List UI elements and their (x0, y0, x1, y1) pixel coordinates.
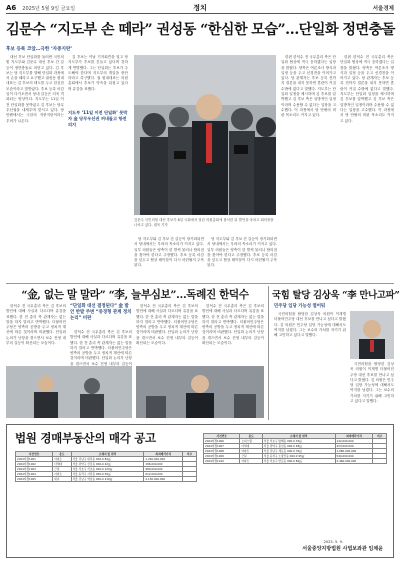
notice-table-right (203, 433, 387, 464)
article-text: 한편 한덕수 전 국무총리 측은 단일화 협상에 적극 응하겠다는 입장을 밝혔다. 양측은 여론조사 방식과 일정 등을 두고 신경전을 이어가고 있다. 당 관계자는 후보 등록 전까지 결론을 내지 못하면 혼란이 커질 수밖에 없다고 말했다. 지도부는 단일화 일정을 제시하며 김 후보를 압박했고 김 후보 측은 일방적인 일정이라며 수용할 수 없다는 입장을 고수했다. 이 과정에서 당 안팎의 비판 목소리도 커지고 있다. (340, 55, 394, 123)
table-cell: 다세대 (240, 444, 262, 449)
table-cell: 2024타경1004 (16, 472, 53, 477)
table-cell: 2024타경1010 (204, 459, 240, 464)
table-cell: 오피스텔 (240, 439, 262, 444)
article-column-4 (340, 55, 394, 281)
person-photo-illustration (136, 366, 264, 418)
page-header (6, 3, 394, 14)
table-row (204, 459, 387, 464)
notice-title: 법원 경매부동산의 매각 공고 (15, 431, 156, 445)
notice-column-header: 용도 (53, 452, 71, 457)
notice-column-header: 최저매각가격 (144, 452, 183, 457)
table-cell: 서울 동작구 사당동 000-0 59㎡ (71, 472, 144, 477)
article-text: 김 후보는 이날 기자회견을 열고 당 지도부가 후보를 흔들고 있다며 강하게 반발했다. 그는 단일화는 후보가 주도해야 한다며 지도부의 개입을 중단하라고 촉구했다. 권 원내대표는 의원총회에서 후보가 약속을 뒤집고 있다며 유감을 표했다. (68, 55, 128, 91)
article-text: 당 지도부와 김 후보 간 갈등이 장기화되면서 당내에서는 우려의 목소리가 커지고 있다. 일부 의원들은 양측이 한 발씩 물러나 합의점을 찾아야 한다고 주장했다. 후보 등록 마감을 앞두고 협상 테이블이 다시 마련될지 주목된다. (207, 237, 277, 268)
article-text: 한덕수 전 국무총리 측은 김 후보의 발언에 대해 사실과 다르다며 유감을 표했다. 한 전 총리 측 관계자는 없는 말을 하지 말라고 반박했다. 더불어민주당은 양측의 공방을 두고 정치적 계산에 따른 것이라며 비판했다. 단일화 논의가 난항을 겪으면서 보수 진영 내부의 갈등이 확산되는 모습이다. (6, 304, 66, 346)
story3-column-1 (274, 312, 346, 418)
table-cell: 서울 강남구 역삼동 000-0 210㎡ (71, 477, 144, 482)
table-cell: 근린 (240, 454, 262, 459)
story2-photo-2 (136, 366, 264, 418)
story3-kicker: 민주당 입당 가능성 열어둬 (274, 304, 326, 309)
article-photo (134, 55, 276, 215)
story3-portrait (350, 311, 394, 359)
story2-photo-1 (6, 366, 132, 418)
table-cell: 1,080,000,000 (335, 449, 373, 454)
table-cell: 2024타경1002 (16, 462, 53, 467)
table-cell (373, 459, 387, 464)
table-cell: 186,000,000 (144, 462, 183, 467)
notice-column-header: 최저매각가격 (335, 434, 373, 439)
portrait-illustration (350, 311, 394, 359)
story3-headline: 국힘 탈당 김상욱 “李 만나고파” (272, 290, 400, 301)
article-text: 한덕수 전 국무총리 측은 김 후보의 발언에 대해 사실과 다르다며 유감을 표했다. 한 전 총리 측 관계자는 없는 말을 하지 말라고 반박했다. 더불어민주당은 양측의 공방을 두고 정치적 계산에 따른 것이라며 비판했다. 단일화 논의가 난항을 겪으면서 보수 진영 내부의 갈등이 (70, 330, 132, 366)
table-cell: 근린 (53, 467, 71, 472)
notice-column-header: 사건번호 (16, 452, 53, 457)
table-cell: 2024타경1005 (16, 477, 53, 482)
story2-column-3 (136, 304, 198, 364)
notice-column-header: 소재지 및 면적 (71, 452, 144, 457)
person-photo-illustration (6, 366, 132, 418)
article-column-3 (281, 55, 336, 281)
notice-column-header: 비고 (373, 434, 387, 439)
story2-column-1 (6, 304, 66, 364)
notice-column-header: 사건번호 (204, 434, 240, 439)
article-column-5 (134, 237, 204, 281)
story2-column-2 (70, 330, 132, 364)
table-cell: 2024타경1009 (204, 454, 240, 459)
table-cell: 2024타경1001 (16, 457, 53, 462)
table-cell: 서울 동작구 노량진동 000-0 95㎡ (262, 454, 335, 459)
notice-table-left (15, 451, 197, 482)
table-cell: 대지 (53, 477, 71, 482)
issue-date: 2025년 5월 9일 금요일 (22, 5, 76, 12)
article-text: 국민의힘을 탈당한 김상욱 의원이 이재명 더불어민주당 대선 후보를 만나고 싶다고 밝혔다. 김 의원은 민주당 입당 가능성에 대해서도 여지를 남겼다. 그는 보수의 가치를 지키기 위해 고민하고 있다고 말했다. (274, 312, 346, 338)
photo-caption: 김문수 국민의힘 대선 후보가 8일 국회에서 열린 의원총회에 참석한 뒤 발언을 마치고 회의장을 나서고 있다. 권욱 기자 (134, 218, 274, 227)
table-cell: 서울 서초구 반포동 000-0 84㎡ (262, 459, 335, 464)
table-cell (183, 477, 197, 482)
notice-date: 2025. 5. 9. (323, 540, 343, 544)
page-number: A6 (6, 4, 17, 12)
notice-issuer: 서울중앙지방법원 사법보좌관 임채윤 (302, 546, 383, 552)
table-cell: 서울 강남구 개포동 000-0 76㎡ (262, 449, 335, 454)
table-cell: 1,240,000,000 (144, 457, 183, 462)
story3-column-2 (350, 362, 394, 418)
article-column-1 (6, 55, 64, 281)
notice-column-header: 용도 (240, 434, 262, 439)
article-text: 한덕수 전 국무총리 측은 김 후보의 발언에 대해 사실과 다르다며 유감을 표했다. 한 전 총리 측 관계자는 없는 말을 하지 말라고 반박했다. 더불어민주당은 양측의 공방을 두고 정치적 계산에 따른 것이라며 비판했다. 단일화 논의가 난항을 겪으면서 보수 진영 내부의 갈등이 확산되는 모습이다. (202, 304, 264, 346)
table-cell: 아파트 (53, 472, 71, 477)
article-text: 국민의힘을 탈당한 김상욱 의원이 이재명 더불어민주당 대선 후보를 만나고 싶다고 밝혔다. 김 의원은 민주당 입당 가능성에 대해서도 여지를 남겼다. 그는 보수의 가치를 지키기 위해 고민하고 있다고 말했다. (350, 362, 394, 404)
article-text: 대선 후보 단일화를 둘러싼 국민의힘 지도부와 김문수 대선 후보 간 갈등이 정면충돌로 치닫고 있다. 김 후보는 당 지도부를 향해 단일화 과정에서 손을 떼라고 요구했고 권성동 원내대표는 김 후보의 태도를 두고 한심한 모습이라고 맞받았다. 후보 등록 마감일이 다가오면서 당내 갈등은 더욱 격화되는 양상이다. 지도부는 11일 이전 단일화를 못박았고 김 후보는 당무우선권을 내세우며 맞서고 있다. 당 안팎에서는 극한의 자중지란이라는 우려가 나온다. (6, 55, 64, 123)
crowd-photo-illustration (134, 55, 276, 215)
article-column-2 (68, 55, 128, 281)
table-cell: 서울 관악구 신림동 000-0 42㎡ (71, 462, 144, 467)
table-cell: 203,000,000 (335, 444, 373, 449)
table-cell: 다세대 (53, 462, 71, 467)
table-cell: 612,000,000 (144, 472, 183, 477)
table-cell: 2,460,000,000 (335, 459, 373, 464)
table-cell: 아파트 (240, 449, 262, 454)
story2-column-4 (202, 304, 264, 364)
notice-column-header: 비고 (183, 452, 197, 457)
table-cell: 2024타경1007 (204, 444, 240, 449)
table-cell: 서울 서초구 서초동 000-0 120㎡ (71, 467, 144, 472)
column-divider (268, 286, 269, 420)
table-cell: 2024타경1008 (204, 449, 240, 454)
court-auction-notice (6, 424, 394, 558)
table-cell: 2024타경1003 (16, 467, 53, 472)
table-cell: 540,000,000 (335, 454, 373, 459)
table-cell: 980,000,000 (144, 467, 183, 472)
article-text: 한편 한덕수 전 국무총리 측은 단일화 협상에 적극 응하겠다는 입장을 밝혔다. 양측은 여론조사 방식과 일정 등을 두고 신경전을 이어가고 있다. 당 관계자는 후보 등록 전까지 결론을 내지 못하면 혼란이 커질 수밖에 없다고 말했다. 지도부는 단일화 일정을 제시하며 김 후보를 압박했고 김 후보 측은 일방적인 일정이라며 수용할 수 없다는 입장을 고수했다. 이 과정에서 당 안팎의 비판 목소리도 커지고 있다. (281, 55, 336, 118)
notice-column-header: 소재지 및 면적 (262, 434, 335, 439)
article-text: 한덕수 전 국무총리 측은 김 후보의 발언에 대해 사실과 다르다며 유감을 표했다. 한 전 총리 측 관계자는 없는 말을 하지 말라고 반박했다. 더불어민주당은 양측의 공방을 두고 정치적 계산에 따른 것이라며 비판했다. 단일화 논의가 난항을 겪으면서 보수 진영 내부의 갈등이 확산되는 모습이다. (136, 304, 198, 346)
story2-kicker: “단일화 대선 결정된다” 金 발언 반발 주변 “중경형 관계 정치논리” 비판 (70, 304, 132, 321)
main-headline: 김문수 “지도부 손 떼라” 권성동 “한심한 모습”…단일화 정면충돌 (6, 22, 395, 38)
pull-quote: 지도부 ‘11일 이전 단일화’ 못박자 金 당무우선권 꺼내들고 항전 의지 (68, 110, 128, 127)
table-cell: 서울 관악구 봉천동 000-0 48㎡ (262, 444, 335, 449)
section-divider (6, 283, 394, 284)
table-cell: 아파트 (240, 459, 262, 464)
table-cell: 아파트 (53, 457, 71, 462)
table-cell: 142,000,000 (335, 439, 373, 444)
table-cell: 서울 강남구 대치동 000-0 84㎡ (71, 457, 144, 462)
newspaper-brand: 서울경제 (372, 6, 394, 12)
article-text: 당 지도부와 김 후보 간 갈등이 장기화되면서 당내에서는 우려의 목소리가 커지고 있다. 일부 의원들은 양측이 한 발씩 물러나 합의점을 찾아야 한다고 주장했다. 후보 등록 마감을 앞두고 협상 테이블이 다시 마련될지 주목된다. (134, 237, 204, 268)
section-name: 정치 (193, 3, 207, 12)
table-cell: 서울 서초구 방배동 000-0 33㎡ (262, 439, 335, 444)
table-cell: 2,150,000,000 (144, 477, 183, 482)
story2-headline: “金, 없는 말 말라” “李, 늘부심보”…독례진 한덕수 (21, 289, 249, 301)
article-column-6 (207, 237, 277, 281)
table-cell: 2024타경1006 (204, 439, 240, 444)
main-subhead: 후보 등록 코앞…극한 ‘자중지란’ (6, 47, 73, 52)
table-row (16, 477, 197, 482)
